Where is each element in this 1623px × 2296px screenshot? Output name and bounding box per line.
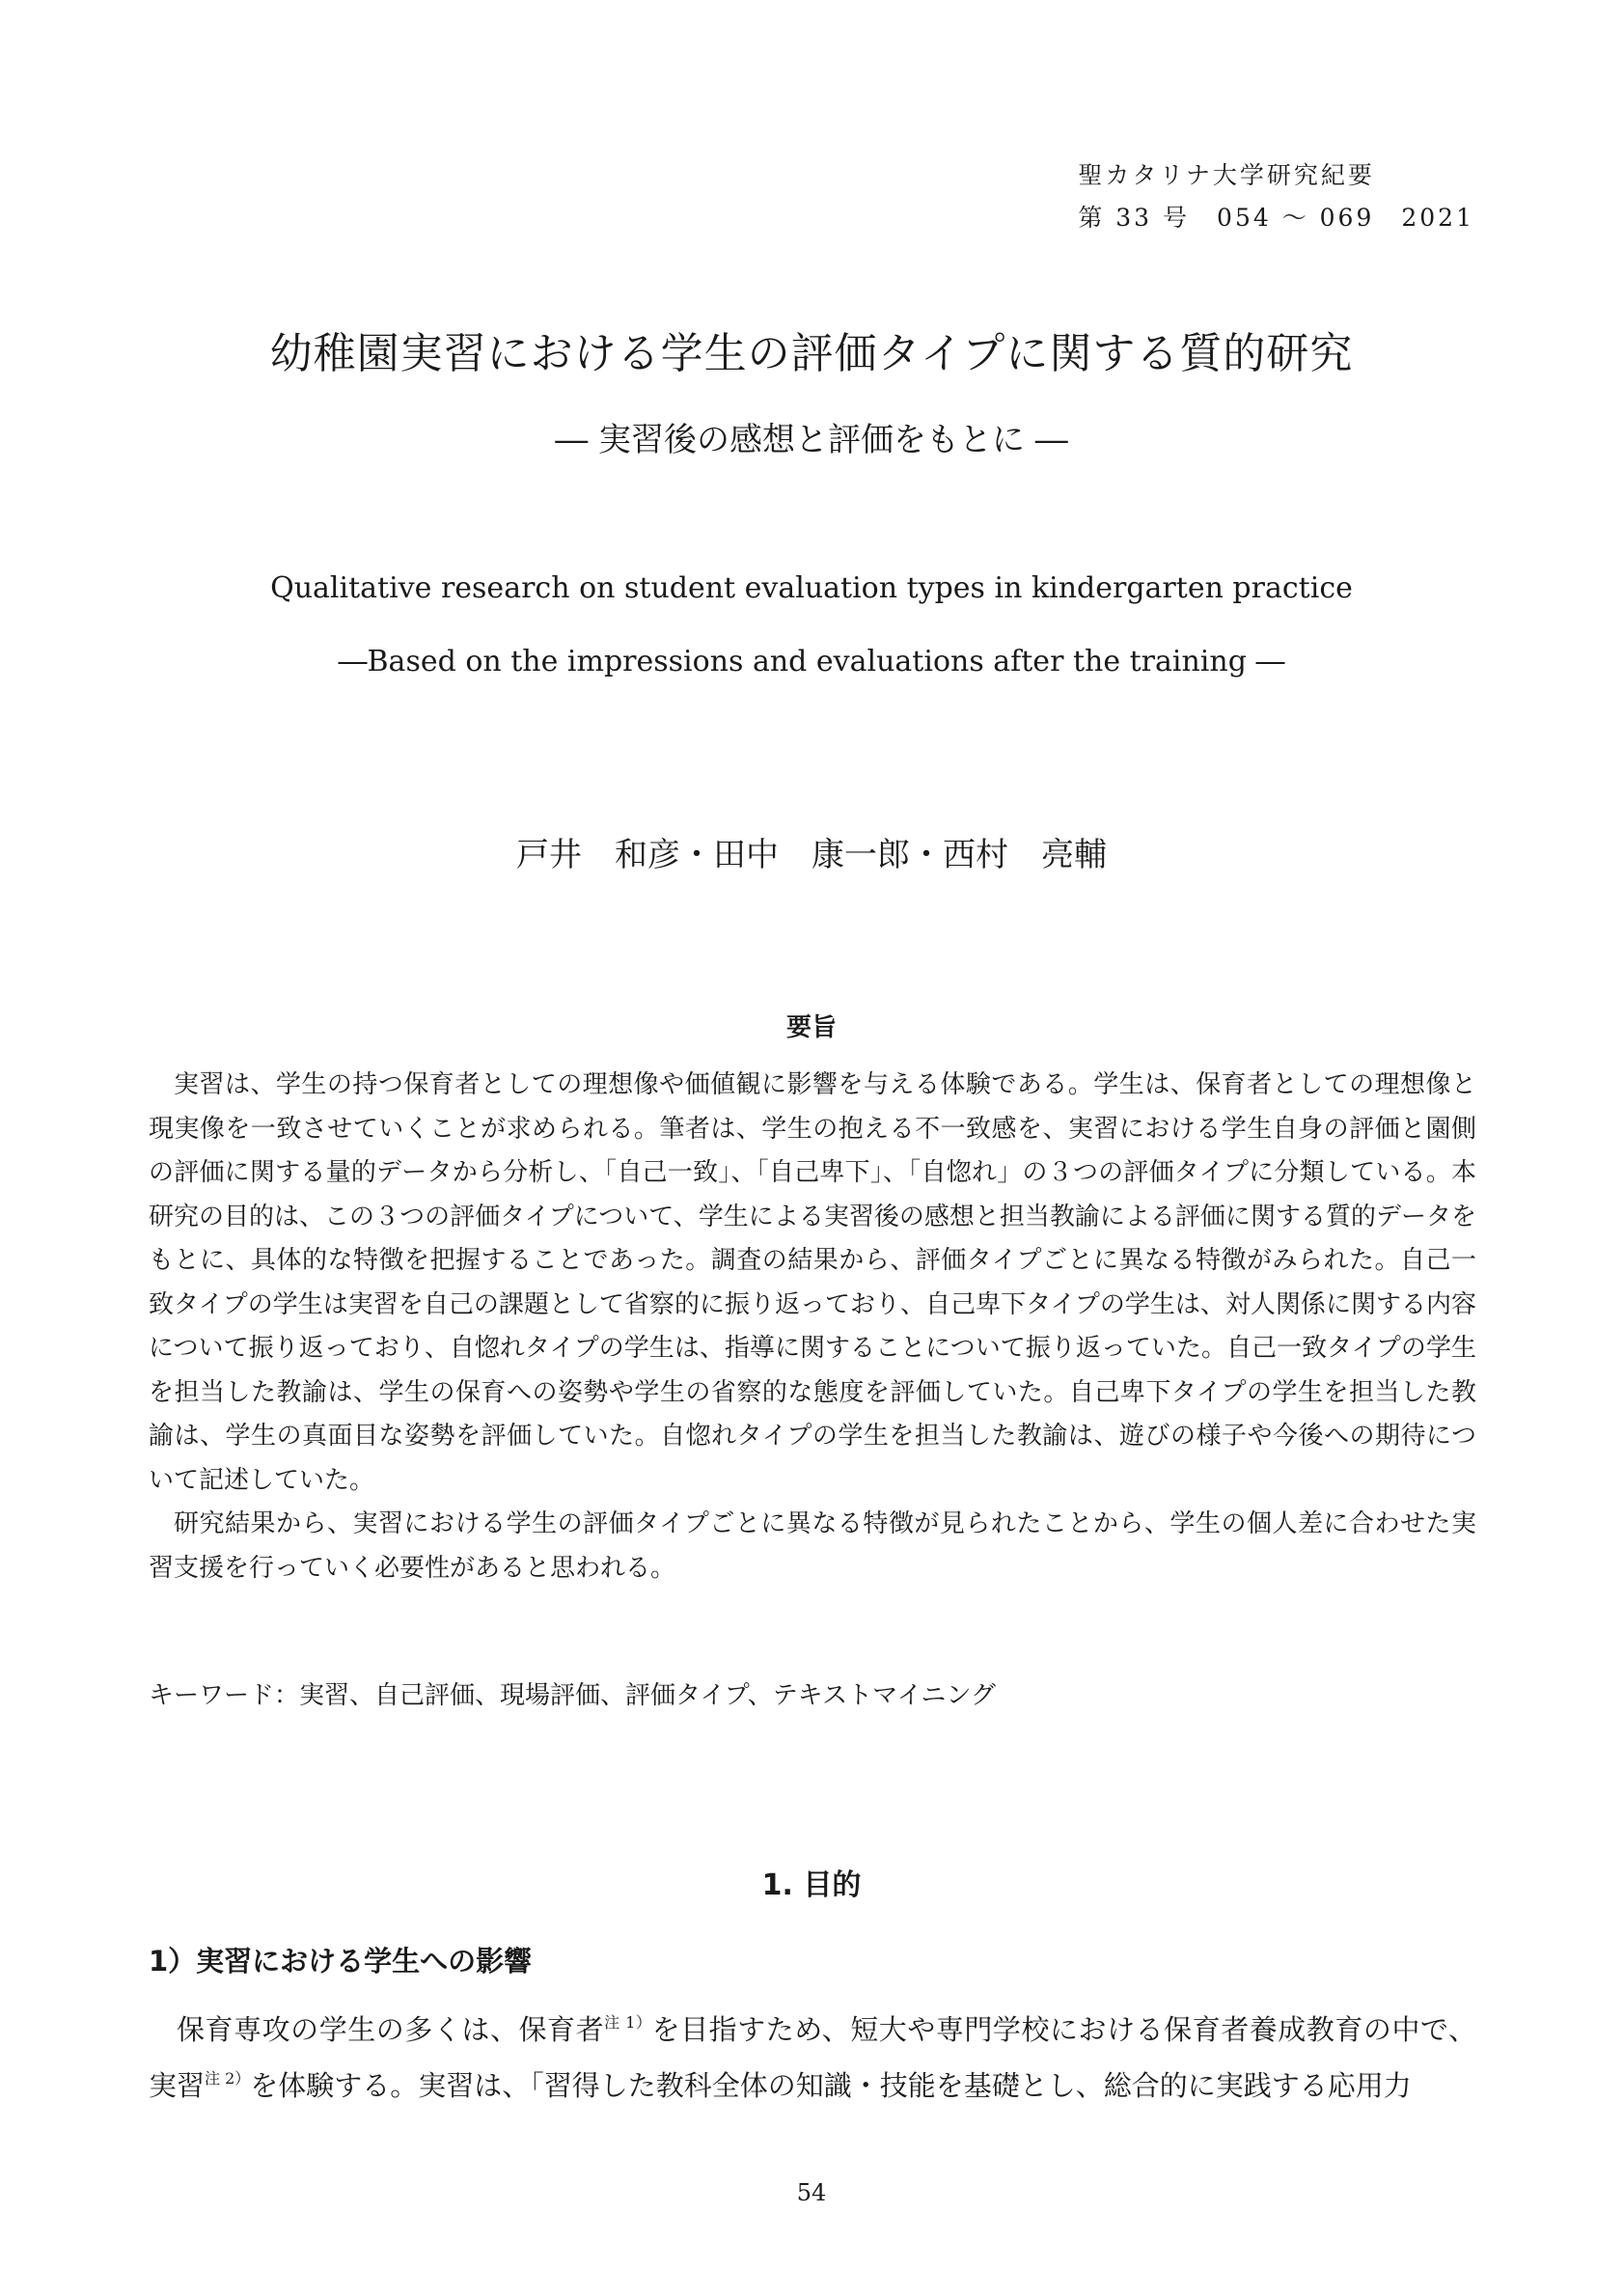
footnote-ref[interactable]: 注 2） xyxy=(205,2069,251,2088)
journal-issue: 第 33 号 054 ～ 069 2021 xyxy=(1078,204,1474,232)
subsection-heading: 1）実習における学生への影響 xyxy=(149,1945,533,1978)
abstract-paragraph: 研究結果から、実習における学生の評価タイプごとに異なる特徴が見られたことから、学生の個人差に合わせた実習支援を行っていく必要性があると思われる。 xyxy=(149,1509,1476,1583)
footnote-ref[interactable]: 注 1） xyxy=(604,2013,652,2032)
keywords: キーワード：実習、自己評価、現場評価、評価タイプ、テキストマイニング xyxy=(149,1681,997,1710)
journal-name: 聖カタリナ大学研究紀要 xyxy=(1078,161,1375,189)
paper-title-japanese: 幼稚園実習における学生の評価タイプに関する質的研究 xyxy=(269,329,1354,378)
abstract-paragraph: 実習は、学生の持つ保育者としての理想像や価値観に影響を与える体験である。学生は、保育者としての理想像と現実像を一致させていくことが求められる。筆者は、学生の抱える不一致感を、実習における学生自身の評価と園側の評価に関する量的データから分析し、「自己一致」、「自己卑下」、「自惚れ」の３つの評価タイプに分類している。本研究の目的は、この３つの評価タイプについて、学生による実習後の感想と担当教諭による評価に関する質的データをもとに、具体的な特徴を把握することであった。調査の結果から、評価タイプごとに異なる特徴がみられた。自己一致タイプの学生は実習を自己の課題として省察的に振り返っており、自己卑下タイプの学生は、対人関係に関する内容について振り返っており、自惚れタイプの学生は、指導に関することについて振り返っていた。自己一致タイプの学生を担当した教諭は、学生の保育への姿勢や学生の省察的な態度を評価していた。自己卑下タイプの学生を担当した教諭は、学生の真面目な姿勢を評価していた。自惚れタイプの学生を担当した教諭は、遊びの様子や今後への期待について記述していた。 xyxy=(149,1070,1476,1495)
paper-subtitle-english: ―Based on the impressions and evaluations after the training ― xyxy=(338,645,1285,678)
body-paragraph xyxy=(149,2002,1476,2114)
abstract-heading: 要旨 xyxy=(785,1013,837,1042)
paper-subtitle-japanese: ― 実習後の感想と評価をもとに ― xyxy=(555,421,1068,459)
section-heading: 1. 目的 xyxy=(761,1868,862,1902)
abstract xyxy=(149,1064,1476,1591)
journal-info xyxy=(1078,154,1474,239)
authors: 戸井 和彦・田中 康一郎・西村 亮輔 xyxy=(516,836,1107,874)
paper-title-english: Qualitative research on student evaluation types in kindergarten practice xyxy=(270,571,1353,605)
body-text-part: を体験する。実習は、「習得した教科全体の知識・技能を基礎とし、総合的に実践する応用力 xyxy=(250,2069,1412,2102)
body-text-part: を目指すため、短大や専門学校における保育者養成教育の中で、実習 xyxy=(149,2013,1476,2102)
body-text-part: 保育専攻の学生の多くは、保育者 xyxy=(177,2013,605,2046)
body-text xyxy=(149,2002,1476,2114)
page-number: 54 xyxy=(796,2179,827,2206)
